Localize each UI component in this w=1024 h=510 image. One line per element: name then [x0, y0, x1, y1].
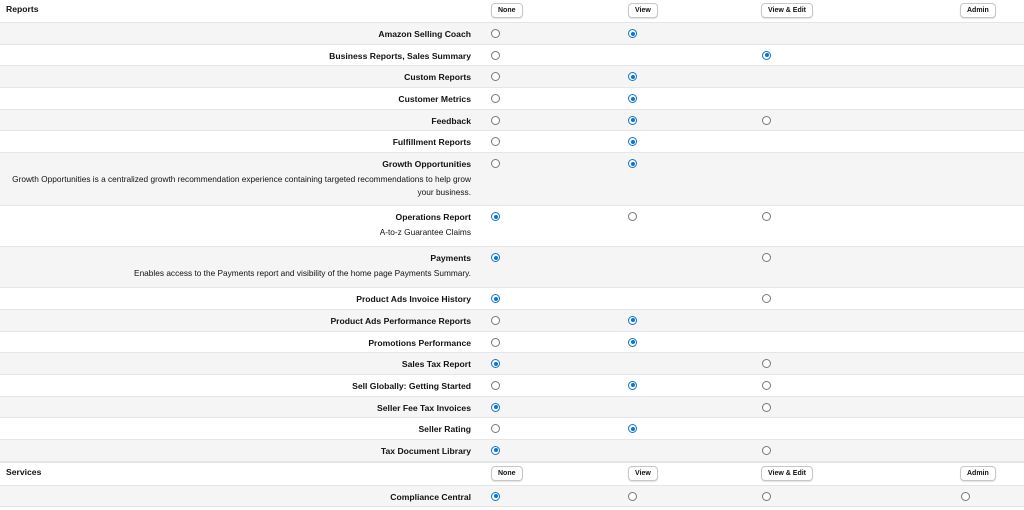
permission-label: Amazon Selling Coach	[378, 29, 471, 39]
permission-label: Product Ads Invoice History	[356, 294, 471, 305]
radio-none[interactable]	[491, 51, 500, 60]
radio-view[interactable]	[628, 29, 637, 38]
permission-label: Seller Rating	[418, 424, 471, 435]
services-none-all-button[interactable]: None	[491, 466, 523, 481]
radio-view[interactable]	[628, 116, 637, 125]
radio-view[interactable]	[628, 316, 637, 325]
permission-row	[0, 353, 1024, 375]
permission-row	[0, 486, 1024, 508]
radio-none[interactable]	[491, 94, 500, 103]
radio-view-edit[interactable]	[762, 381, 771, 390]
radio-view-edit[interactable]	[762, 116, 771, 125]
radio-view-edit[interactable]	[762, 294, 771, 303]
radio-none[interactable]	[491, 403, 500, 412]
permission-description: A-to-z Guarantee Claims	[379, 227, 471, 238]
radio-none[interactable]	[491, 72, 500, 81]
permission-label: Tax Document Library	[380, 445, 471, 456]
permission-label: Business Reports, Sales Summary	[329, 50, 471, 61]
permission-label: Growth Opportunities	[382, 159, 471, 170]
permission-label: Fulfillment Reports	[392, 137, 471, 148]
permission-row	[0, 288, 1024, 310]
permission-description: Enables access to the Payments report and visibility of the home page Payments Summary.	[134, 268, 471, 279]
permission-label: Promotions Performance	[368, 337, 471, 348]
radio-view-edit[interactable]	[762, 492, 771, 501]
permission-label: Seller Fee Tax Invoices	[377, 402, 471, 413]
reports-none-all-button[interactable]: None	[491, 3, 523, 18]
radio-view[interactable]	[628, 159, 637, 168]
permission-description: Growth Opportunities is a centralized growth recommendation experience containing targeted recommendations to help grow your business.	[12, 174, 471, 198]
permission-row	[0, 153, 1024, 206]
reports-view-edit-all-button[interactable]: View & Edit	[761, 3, 813, 18]
reports-view-all-button[interactable]: View	[628, 3, 658, 18]
radio-view-edit[interactable]	[762, 446, 771, 455]
permission-row	[0, 45, 1024, 67]
permission-label: Customer Metrics	[398, 94, 471, 105]
permission-label: Operations Report	[395, 212, 471, 223]
radio-none[interactable]	[491, 381, 500, 390]
radio-view-edit[interactable]	[762, 403, 771, 412]
radio-none[interactable]	[491, 359, 500, 368]
services-view-all-button[interactable]: View	[628, 466, 658, 481]
radio-view-edit[interactable]	[762, 253, 771, 262]
radio-none[interactable]	[491, 424, 500, 433]
permission-label: Compliance Central	[390, 491, 471, 502]
radio-view-edit[interactable]	[762, 51, 771, 60]
radio-none[interactable]	[491, 212, 500, 221]
radio-view[interactable]	[628, 72, 637, 81]
permission-row	[0, 397, 1024, 419]
radio-none[interactable]	[491, 116, 500, 125]
permission-row	[0, 310, 1024, 332]
section-title-reports: Reports	[6, 4, 39, 14]
permission-row	[0, 418, 1024, 440]
permission-row	[0, 440, 1024, 462]
permission-row	[0, 332, 1024, 354]
services-view-edit-all-button[interactable]: View & Edit	[761, 466, 813, 481]
radio-none[interactable]	[491, 253, 500, 262]
services-admin-all-button[interactable]: Admin	[960, 466, 996, 481]
radio-view[interactable]	[628, 381, 637, 390]
radio-view-edit[interactable]	[762, 212, 771, 221]
reports-admin-all-button[interactable]: Admin	[960, 3, 996, 18]
permission-label: Payments	[430, 253, 471, 264]
section-title-services: Services	[6, 466, 42, 477]
radio-view[interactable]	[628, 338, 637, 347]
reports-header-row	[0, 0, 1024, 23]
permission-label: Feedback	[431, 115, 471, 126]
radio-none[interactable]	[491, 446, 500, 455]
permission-row	[0, 23, 1024, 45]
radio-none[interactable]	[491, 137, 500, 146]
radio-none[interactable]	[491, 159, 500, 168]
radio-view[interactable]	[628, 212, 637, 221]
permission-row	[0, 66, 1024, 88]
radio-none[interactable]	[491, 29, 500, 38]
radio-view[interactable]	[628, 94, 637, 103]
radio-view[interactable]	[628, 137, 637, 146]
radio-none[interactable]	[491, 338, 500, 347]
permission-row	[0, 131, 1024, 153]
permission-label: Product Ads Performance Reports	[330, 315, 471, 326]
radio-view[interactable]	[628, 492, 637, 501]
radio-none[interactable]	[491, 316, 500, 325]
permission-row	[0, 110, 1024, 132]
radio-admin[interactable]	[961, 492, 970, 501]
permission-row	[0, 375, 1024, 397]
permission-label: Custom Reports	[404, 72, 471, 83]
radio-none[interactable]	[491, 492, 500, 501]
radio-view-edit[interactable]	[762, 359, 771, 368]
services-header-row	[0, 462, 1024, 486]
radio-none[interactable]	[491, 294, 500, 303]
radio-view[interactable]	[628, 424, 637, 433]
permission-row	[0, 247, 1024, 288]
permission-row	[0, 88, 1024, 110]
permission-label: Sales Tax Report	[401, 359, 471, 370]
permission-row	[0, 206, 1024, 247]
permission-label: Sell Globally: Getting Started	[352, 380, 471, 391]
